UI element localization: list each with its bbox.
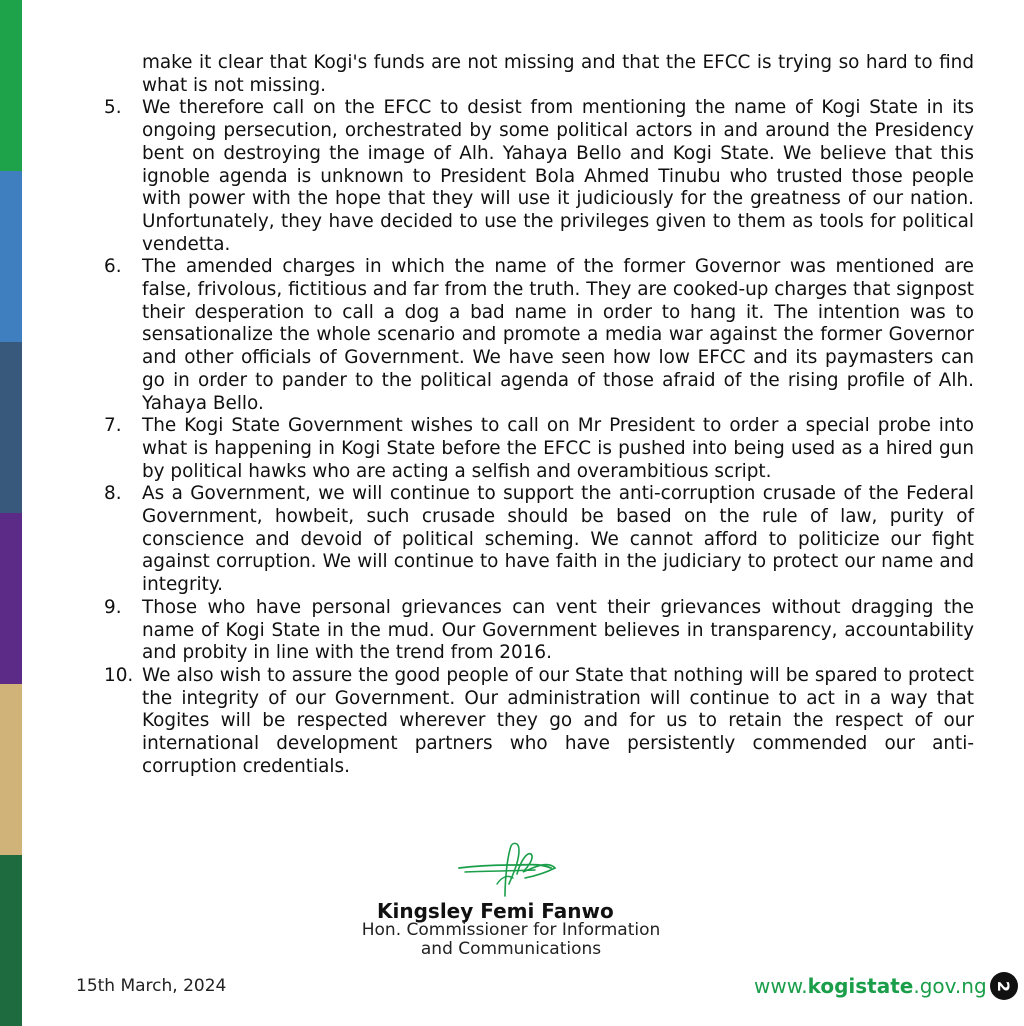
release-date: 15th March, 2024: [76, 976, 227, 996]
website-brand: kogistate: [807, 974, 914, 998]
list-item: [104, 256, 974, 415]
signatory-title-line2: and Communications: [420, 939, 602, 959]
signatory-name: Kingsley Femi Fanwo: [377, 899, 614, 923]
page-number: 2: [994, 980, 1014, 992]
list-item: [104, 415, 974, 483]
continued-paragraph: make it clear that Kogi's funds are not missing and that the EFCC is trying so hard to find what is not missing.: [142, 52, 974, 96]
item-text: We therefore call on the EFCC to desist from mentioning the name of Kogi State in its ongoing persecution, orchestrated by some political actors in and around the Presidency bent on destroying the image of Alh. Yahaya Bello and Kogi State. We believe that this ignoble agenda is unknown to President Bola Ahmed Tinubu who trusted those people with power with the hope that they will use it judiciously for the greatness of our nation. Unfortunately, they have decided to use the privileges given to them as tools for political vendetta.: [142, 97, 974, 255]
side-color-bar: [0, 0, 22, 1024]
website-prefix: www.: [754, 974, 808, 998]
item-number: 5.: [104, 97, 122, 119]
website-link[interactable]: [754, 974, 987, 998]
side-bar-segment: [0, 513, 22, 684]
list-item: [104, 597, 974, 665]
page-number-badge: [990, 972, 1018, 1000]
item-text: As a Government, we will continue to support the anti-corruption crusade of the Federal Government, howbeit, such crusade should be based on the rule of law, purity of conscience and devoid of political scheming. We cannot afford to politicize our fight against corruption. We will continue to have faith in the judiciary to protect our name and integrity.: [142, 483, 974, 596]
signatory-title: [341, 921, 681, 959]
item-number: 6.: [104, 256, 122, 278]
item-number: 7.: [104, 415, 122, 437]
item-text: Those who have personal grievances can vent their grievances without dragging the name of Kogi State in the mud. Our Government believes in transparency, accountability and probity in line with the trend from 2016.: [142, 596, 974, 664]
website-suffix: .gov.ng: [913, 974, 987, 998]
side-bar-segment: [0, 855, 22, 1026]
handwritten-signature: [455, 838, 560, 900]
item-number: 9.: [104, 596, 122, 618]
item-text: The amended charges in which the name of the former Governor was mentioned are false, frivolous, fictitious and far from the truth. They are cooked-up charges that signpost their desperation to call a dog a bad name in order to hang it. The intention was to sensationalize the whole scenario and promote a media war against the former Governor and other officials of Government. We have seen how low EFCC and its paymasters can go in order to pander to the political agenda of those afraid of the rising profile of Alh. Yahaya Bello.: [142, 256, 974, 414]
item-number: 10.: [104, 664, 134, 686]
side-bar-segment: [0, 342, 22, 513]
signatory-title-line1: Hon. Commissioner for Information: [361, 920, 661, 940]
list-item: [104, 665, 974, 779]
item-number: 8.: [104, 483, 122, 505]
side-bar-segment: [0, 171, 22, 342]
list-item: [104, 97, 974, 256]
item-text: We also wish to assure the good people of our State that nothing will be spared to protect the integrity of our Government. Our administration will continue to act in a way that Kogites will be respected wherever they go and for us to retain the respect of our international development partners who have persistently commended our anti-corruption credentials.: [142, 664, 974, 777]
press-release-body: [104, 52, 974, 779]
side-bar-segment: [0, 684, 22, 855]
list-item: [104, 483, 974, 597]
item-text: The Kogi State Government wishes to call on Mr President to order a special probe into what is happening in Kogi State before the EFCC is pushed into being used as a hired gun by political hawks who are acting a selfish and overambitious script.: [142, 415, 974, 482]
side-bar-segment: [0, 0, 22, 171]
